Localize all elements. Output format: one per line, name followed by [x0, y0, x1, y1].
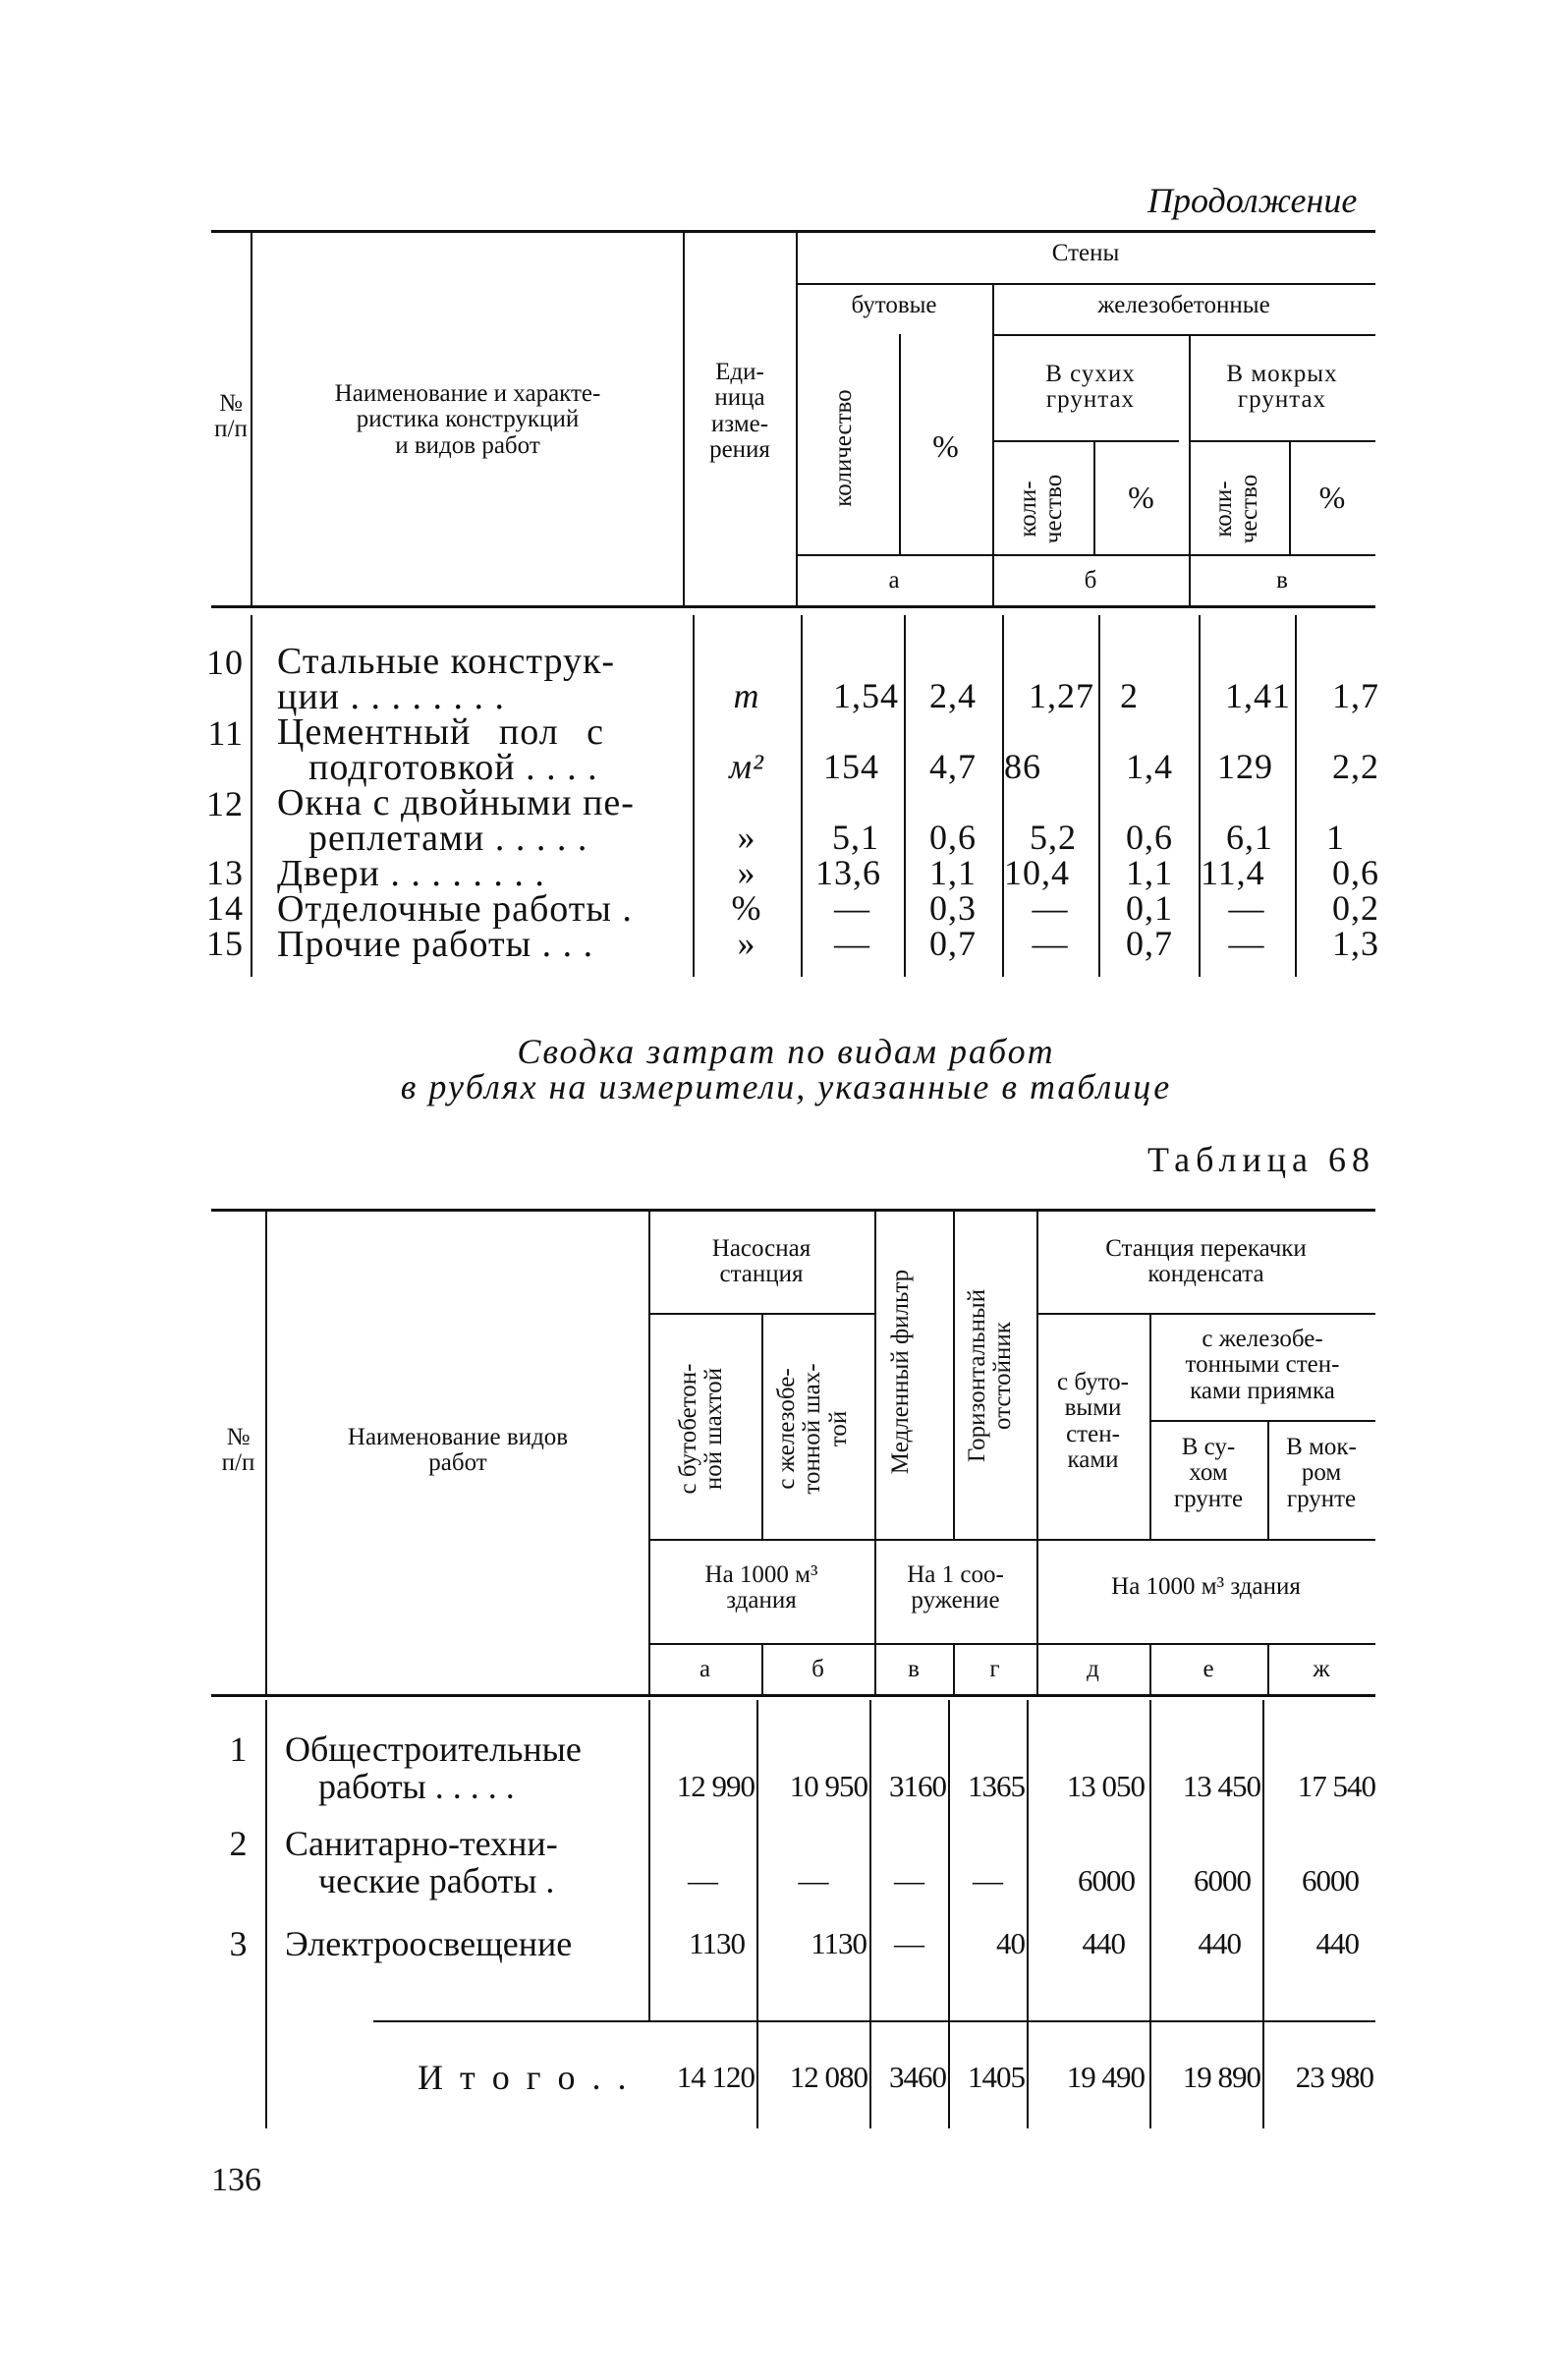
- t1-row-p1: 2,4: [929, 676, 977, 715]
- caption-line-2: в рублях на измерители, указанные в таблице: [400, 1067, 1172, 1106]
- t1-row-name-line2: подготовкой . . . .: [308, 747, 598, 788]
- total-val: 23 980: [1295, 2060, 1373, 2094]
- t1-row-q2: —: [1032, 888, 1069, 928]
- total-val: 1405: [968, 2060, 1025, 2094]
- t2-head-st-rubble: с буто- выми стен- ками: [1056, 1369, 1130, 1473]
- t1-head-walls: Стены: [1051, 240, 1120, 266]
- t1-row-p3: 1,3: [1332, 924, 1379, 963]
- t1-row-num: 14: [206, 888, 244, 928]
- t1-head-qty-dry: коли- чество: [1015, 474, 1068, 544]
- t2-row-val: 1130: [811, 1926, 867, 1960]
- t2-row-val: 40: [996, 1926, 1025, 1960]
- t1-row-num: 11: [207, 713, 244, 753]
- caption-line-1: Сводка затрат по видам работ: [517, 1032, 1055, 1071]
- t1-head-qty-wet: коли- чество: [1210, 474, 1263, 544]
- t2-row-val: 440: [1082, 1926, 1125, 1960]
- t2-col-letter: ж: [1313, 1656, 1330, 1682]
- t1-row-unit: %: [731, 888, 762, 928]
- t2-head-station: Станция перекачки конденсата: [1105, 1235, 1307, 1288]
- t1-col-b: б: [1084, 567, 1097, 594]
- total-val: 14 120: [676, 2060, 755, 2094]
- t1-row-p2: 1,4: [1126, 747, 1173, 786]
- t1-head-pct3: %: [1318, 480, 1346, 515]
- t1-head-reinf: железобетонные: [1097, 292, 1270, 318]
- t1-head-name: Наименование и характе- ристика конструкций и видов работ: [334, 380, 601, 459]
- total-val: 12 080: [789, 2060, 867, 2094]
- page-number: 136: [211, 2162, 261, 2198]
- t2-head-st-reinf: с железобе- тонными стен- ками приямка: [1185, 1326, 1340, 1404]
- t1-row-q3: —: [1228, 924, 1265, 963]
- t1-row-name-line1: Стальные конструк-: [277, 641, 616, 682]
- t2-row-val: 17 540: [1297, 1769, 1375, 1803]
- t1-head-pct2: %: [1128, 480, 1154, 515]
- t1-row-q2: 86: [1004, 747, 1041, 786]
- t1-row-p3: 1,7: [1332, 676, 1379, 715]
- t2-row-name-line1: Общестроительные: [285, 1729, 582, 1769]
- t1-row-name-line2: реплетами . . . . .: [308, 818, 588, 859]
- t2-head-horiz-tank: Горизонтальный отстойник: [964, 1288, 1017, 1463]
- t1-row-q1: 5,1: [832, 818, 879, 857]
- t2-col-letter: д: [1087, 1656, 1099, 1682]
- t1-row-num: 12: [206, 784, 244, 823]
- t1-row-p3: 0,6: [1332, 853, 1379, 892]
- t2-col-letter: б: [811, 1656, 824, 1682]
- t2-row-name-line2: работы . . . . .: [318, 1767, 515, 1806]
- t1-row-name: Двери . . . . . . . .: [277, 853, 545, 894]
- t1-row-unit: »: [737, 853, 756, 892]
- t2-row-name-line1: Санитарно-техни-: [285, 1824, 558, 1863]
- t2-row-val: 440: [1198, 1926, 1241, 1960]
- t2-head-unit3: На 1000 м³ здания: [1111, 1573, 1301, 1600]
- t1-row-q3: 11,4: [1201, 853, 1265, 892]
- t2-row-val: 12 990: [676, 1769, 755, 1803]
- t1-row-q1: —: [834, 888, 870, 928]
- t2-row-num: 3: [229, 1924, 248, 1963]
- t1-head-pct1: %: [932, 428, 959, 464]
- t2-row-num: 1: [229, 1729, 248, 1769]
- t2-row-val: 6000: [1078, 1863, 1135, 1898]
- t2-row-val: —: [973, 1863, 1002, 1898]
- t1-row-p2: 0,1: [1126, 888, 1173, 928]
- t1-row-p2: 0,7: [1126, 924, 1173, 963]
- t1-head-wet: В мокрых грунтах: [1226, 361, 1338, 414]
- t1-row-unit: »: [737, 818, 756, 857]
- t1-row-p2: 1,1: [1126, 853, 1173, 892]
- t1-row-q2: 10,4: [1004, 853, 1070, 892]
- t1-row-name: Отделочные работы .: [277, 888, 633, 930]
- t2-row-val: —: [688, 1863, 717, 1898]
- t2-row-val: 13 450: [1182, 1769, 1260, 1803]
- t2-head-num: № п/п: [221, 1424, 255, 1477]
- t2-head-unit2: На 1 соо- ружение: [907, 1561, 1004, 1615]
- t1-row-p2: 2: [1120, 676, 1139, 715]
- t2-row-val: 3160: [889, 1769, 946, 1803]
- t2-row-val: 1130: [689, 1926, 745, 1960]
- t2-head-unit1: На 1000 м³ здания: [704, 1561, 818, 1615]
- t1-row-q3: 6,1: [1226, 818, 1273, 857]
- t2-head-pump-a: с бутобетон- ной шахтой: [675, 1363, 728, 1495]
- t2-head-slow-filter: Медленный фильтр: [887, 1269, 914, 1475]
- t2-row-val: 10 950: [789, 1769, 867, 1803]
- t1-row-p1: 0,6: [929, 818, 977, 857]
- total-label: И т о г о . .: [418, 2058, 631, 2097]
- t1-row-p3: 2,2: [1332, 747, 1379, 786]
- t2-row-name: Электроосвещение: [285, 1924, 573, 1963]
- t2-row-val: 1365: [968, 1769, 1025, 1803]
- t1-row-q3: —: [1228, 888, 1265, 928]
- t2-row-val: —: [894, 1926, 923, 1960]
- t2-head-pump: Насосная станция: [711, 1235, 811, 1288]
- t1-row-num: 15: [206, 924, 244, 963]
- t1-row-q2: 1,27: [1029, 676, 1094, 715]
- t1-row-p3: 1: [1326, 818, 1345, 857]
- t1-col-a: а: [888, 567, 900, 594]
- t2-col-letter: г: [989, 1656, 1000, 1682]
- t1-head-qty: количество: [830, 389, 857, 507]
- t1-head-num: № п/п: [214, 390, 248, 443]
- t2-row-val: 6000: [1194, 1863, 1251, 1898]
- t1-row-q1: 154: [823, 747, 879, 786]
- t1-head-rubble: бутовые: [851, 292, 937, 318]
- t2-head-st-dry: В су- хом грунте: [1173, 1434, 1244, 1512]
- t1-row-unit: м²: [729, 747, 764, 786]
- t2-col-letter: в: [908, 1656, 920, 1682]
- continuation-label: Продолжение: [1147, 181, 1358, 220]
- t1-head-dry: В сухих грунтах: [1045, 361, 1136, 414]
- t1-row-name-line1: Цементный пол с: [277, 711, 605, 753]
- t1-head-unit: Еди- ница изме- рения: [709, 359, 770, 463]
- t2-col-letter: а: [699, 1656, 711, 1682]
- t1-col-v: в: [1276, 567, 1288, 594]
- t2-row-val: 440: [1315, 1926, 1359, 1960]
- t1-row-p1: 0,3: [929, 888, 977, 928]
- total-val: 19 890: [1182, 2060, 1260, 2094]
- t1-row-num: 10: [206, 643, 244, 682]
- t2-head-st-wet: В мок- ром грунте: [1286, 1434, 1357, 1512]
- t1-row-p1: 4,7: [929, 747, 977, 786]
- t1-row-p1: 0,7: [929, 924, 977, 963]
- t1-row-num: 13: [206, 853, 244, 892]
- t1-row-name-line1: Окна с двойными пе-: [277, 782, 635, 823]
- t2-col-letter: е: [1202, 1656, 1214, 1682]
- t1-row-q2: —: [1032, 924, 1069, 963]
- t1-row-q1: —: [834, 924, 870, 963]
- t1-row-q1: 13,6: [815, 853, 881, 892]
- t1-row-q3: 1,41: [1225, 676, 1291, 715]
- t2-row-name-line2: ческие работы .: [318, 1861, 555, 1900]
- t1-row-name: Прочие работы . . .: [277, 924, 594, 965]
- t2-row-val: —: [798, 1863, 828, 1898]
- t1-row-q3: 129: [1217, 747, 1273, 786]
- t1-row-p3: 0,2: [1332, 888, 1379, 928]
- t2-row-val: 13 050: [1066, 1769, 1145, 1803]
- t2-row-val: —: [894, 1863, 923, 1898]
- t1-row-name-line2: ции . . . . . . . .: [277, 676, 506, 717]
- t1-row-unit: »: [737, 924, 756, 963]
- t2-row-val: 6000: [1302, 1863, 1359, 1898]
- t1-row-p1: 1,1: [929, 853, 977, 892]
- t1-row-p2: 0,6: [1126, 818, 1173, 857]
- t1-row-q1: 1,54: [833, 676, 899, 715]
- t1-row-unit: т: [733, 676, 760, 715]
- t2-head-name: Наименование видов работ: [347, 1424, 569, 1477]
- t2-row-num: 2: [229, 1824, 248, 1863]
- total-val: 3460: [889, 2060, 946, 2094]
- table-label: Таблица 68: [1147, 1140, 1375, 1179]
- total-val: 19 490: [1066, 2060, 1145, 2094]
- t2-head-pump-b: с железобе- тонной шах- той: [773, 1363, 852, 1495]
- t1-row-q2: 5,2: [1030, 818, 1077, 857]
